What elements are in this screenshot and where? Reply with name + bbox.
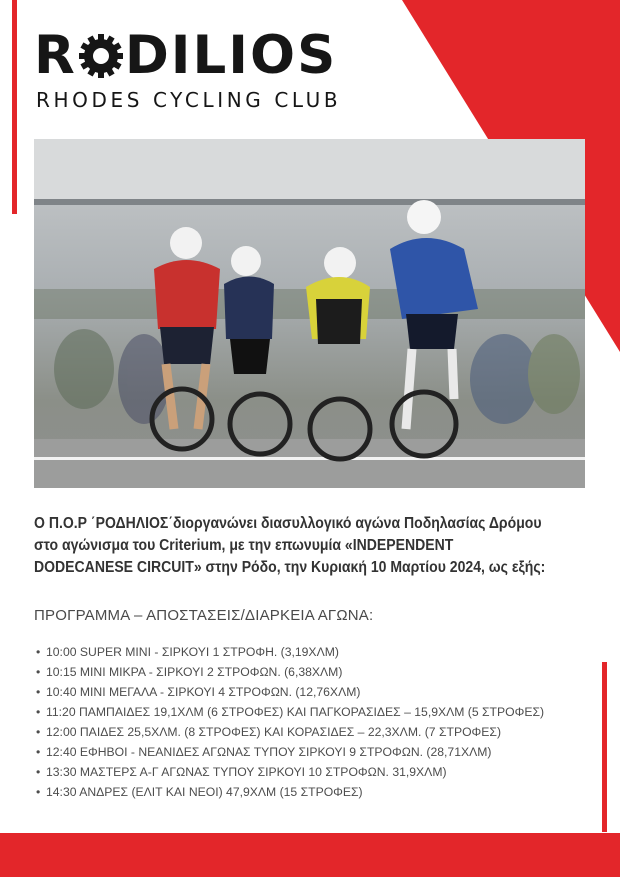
right-accent-bar: [602, 662, 607, 832]
race-photo: [34, 139, 585, 488]
list-item-text: 10:40 ΜΙΝΙ ΜΕΓΑΛΑ - ΣΙΡΚΟΥΙ 4 ΣΤΡΟΦΩΝ. (12,76ΧΛΜ): [46, 685, 361, 699]
list-item: [36, 642, 544, 662]
club-logo: [34, 25, 364, 112]
list-item-text: 10:15 ΜΙΝΙ ΜΙΚΡΑ - ΣΙΡΚΟΥΙ 2 ΣΤΡΟΦΩΝ. (6,38ΧΛΜ): [46, 665, 343, 679]
list-item: [36, 662, 544, 682]
logo-subtitle: RHODES CYCLING CLUB: [36, 88, 342, 112]
bullet: •: [36, 645, 41, 659]
list-item: [36, 722, 544, 742]
bullet: •: [36, 705, 41, 719]
bullet: •: [36, 785, 41, 799]
gear-icon: [78, 33, 124, 79]
list-item: [36, 702, 544, 722]
intro-paragraph: [34, 513, 594, 579]
list-item: [36, 742, 544, 762]
list-item: [36, 762, 544, 782]
list-item-text: 10:00 SUPER MINI - ΣΙΡΚΟΥΙ 1 ΣΤΡΟΦΗ. (3,19ΧΛΜ): [46, 645, 339, 659]
list-item-text: 12:40 ΕΦΗΒΟΙ - ΝΕΑΝΙΔΕΣ ΑΓΩΝΑΣ ΤΥΠΟΥ ΣΙΡΚΟΥΙ 9 ΣΤΡΟΦΩΝ. (28,71ΧΛΜ): [46, 745, 492, 759]
program-title: ΠΡΟΓΡΑΜΜΑ – ΑΠΟΣΤΑΣΕΙΣ/ΔΙΑΡΚΕΙΑ ΑΓΩΝΑ:: [34, 607, 374, 624]
logo-letter-r: R: [34, 25, 77, 86]
logo-letters-rest: DILIOS: [124, 25, 338, 86]
program-list: [36, 642, 544, 802]
bullet: •: [36, 725, 41, 739]
list-item-text: 14:30 ΑΝΔΡΕΣ (ΕΛΙΤ ΚΑΙ ΝΕΟΙ) 47,9ΧΛΜ (15 ΣΤΡΟΦΕΣ): [46, 785, 363, 799]
logo-wordmark: [34, 25, 364, 86]
intro-line-2: στο αγώνισμα του Criterium, με την επωνυμία «INDEPENDENT: [34, 537, 454, 554]
intro-line-3: DODECANESE CIRCUIT» στην Ρόδο, την Κυριακή 10 Μαρτίου 2024, ως εξής:: [34, 559, 546, 576]
bottom-red-band: [0, 833, 620, 877]
left-accent-bar: [12, 0, 17, 214]
list-item-text: 12:00 ΠΑΙΔΕΣ 25,5ΧΛΜ. (8 ΣΤΡΟΦΕΣ) ΚΑΙ ΚΟΡΑΣΙΔΕΣ – 22,3ΧΛΜ. (7 ΣΤΡΟΦΕΣ): [46, 725, 502, 739]
intro-line-1: Ο Π.Ο.Ρ ΄ΡΟΔΗΛΙΟΣ΄διοργανώνει διασυλλογικό αγώνα Ποδηλασίας Δρόμου: [34, 515, 542, 532]
bullet: •: [36, 665, 41, 679]
list-item-text: 11:20 ΠΑΜΠΑΙΔΕΣ 19,1ΧΛΜ (6 ΣΤΡΟΦΕΣ) ΚΑΙ ΠΑΓΚΟΡΑΣΙΔΕΣ – 15,9ΧΛΜ (5 ΣΤΡΟΦΕΣ): [46, 705, 545, 719]
cyclists-sprint-image: [34, 139, 585, 488]
bullet: •: [36, 765, 41, 779]
list-item: [36, 682, 544, 702]
bullet: •: [36, 745, 41, 759]
list-item: [36, 782, 544, 802]
bullet: •: [36, 685, 41, 699]
list-item-text: 13:30 ΜΑΣΤΕΡΣ Α-Γ ΑΓΩΝΑΣ ΤΥΠΟΥ ΣΙΡΚΟΥΙ 10 ΣΤΡΟΦΩΝ. 31,9ΧΛΜ): [46, 765, 447, 779]
